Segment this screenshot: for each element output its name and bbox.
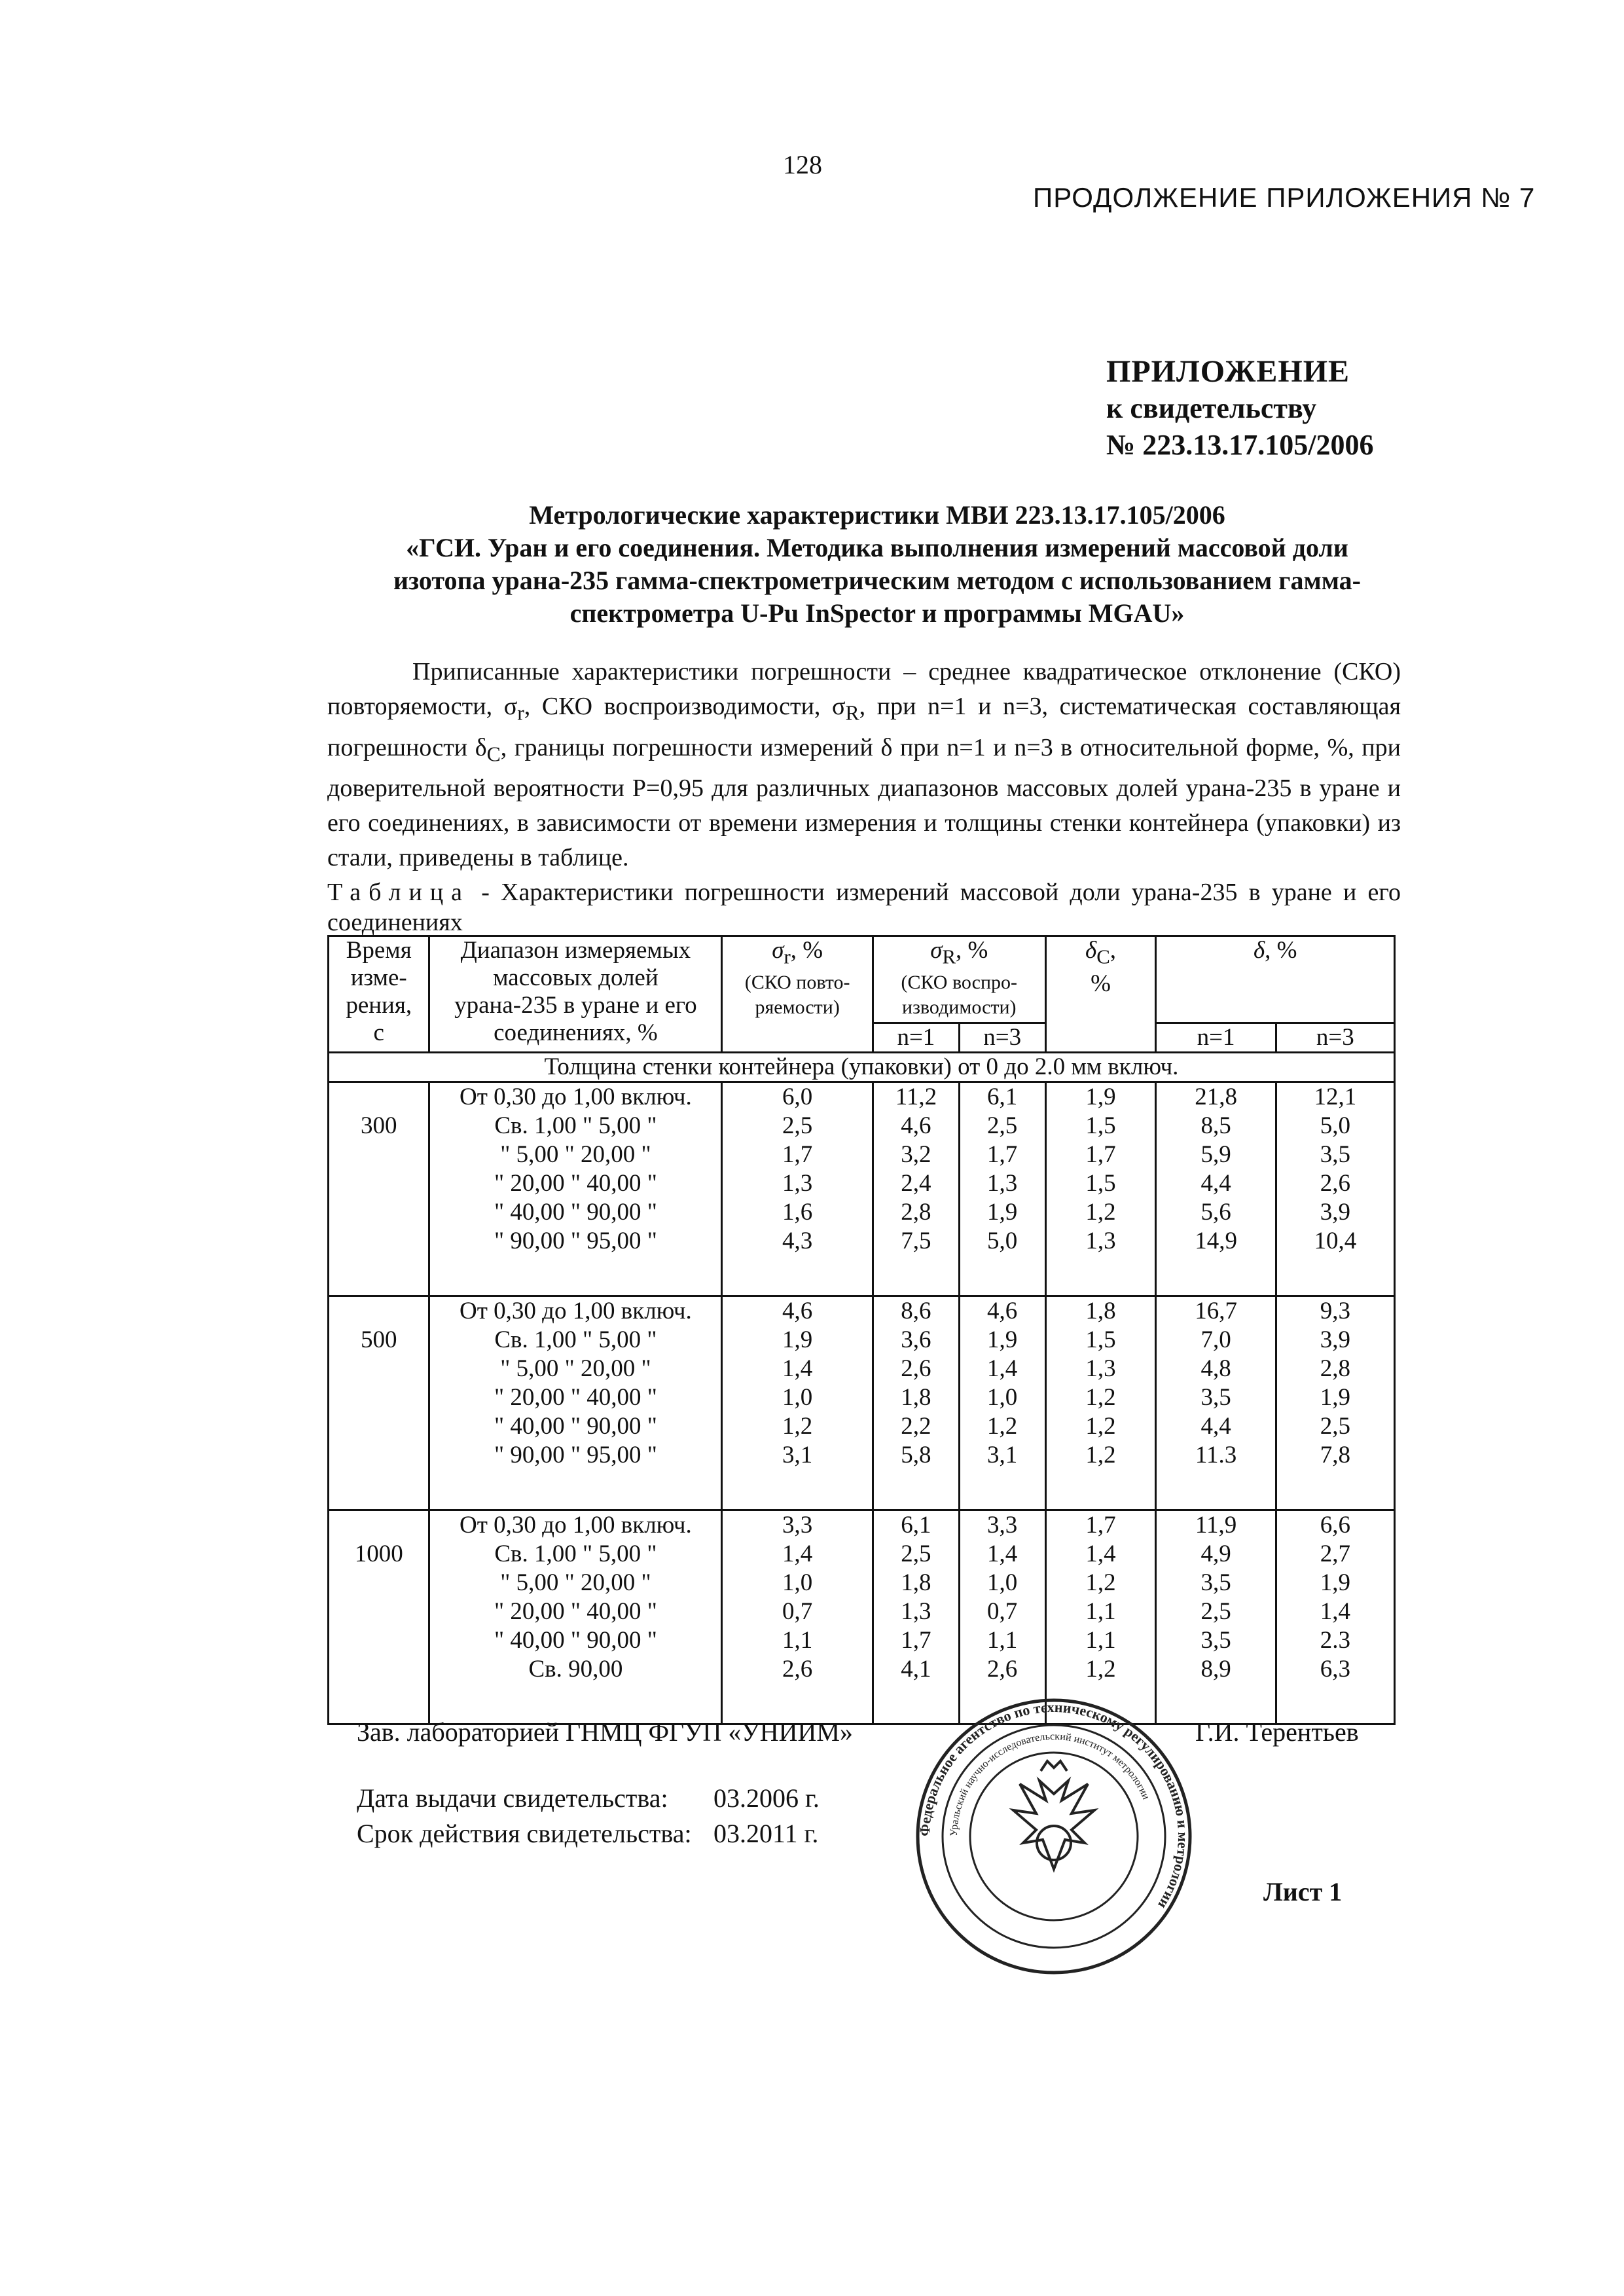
d1-cell: 11,9: [1156, 1510, 1276, 1540]
dc-cell: 1,1: [1045, 1626, 1156, 1655]
header-sigma-r: $\sigma_r$, % (СКО повто- ряемости): [722, 936, 873, 1053]
error-characteristics-table: [327, 935, 1396, 1725]
header-delta-c: $\delta_C$, %: [1045, 936, 1156, 1053]
sr-cell: [722, 1256, 873, 1296]
group-1000: [329, 1510, 1395, 1724]
d1-cell: 4,4: [1156, 1412, 1276, 1441]
range-cell: " 5,00 " 20,00 ": [429, 1569, 722, 1597]
d1-cell: 8,9: [1156, 1655, 1276, 1684]
sr-cell: 1,0: [722, 1569, 873, 1597]
time-cell: 300: [329, 1112, 429, 1140]
range-cell: [429, 1256, 722, 1296]
sr-cell: 3,3: [722, 1510, 873, 1540]
range-cell: [429, 1470, 722, 1510]
table-row: [329, 1626, 1395, 1655]
appendix-block: [1106, 354, 1373, 464]
sr-cell: 4,3: [722, 1227, 873, 1256]
d1-cell: [1156, 1256, 1276, 1296]
sR1-cell: 1,8: [873, 1383, 959, 1412]
sR1-cell: [873, 1470, 959, 1510]
d1-cell: 5,9: [1156, 1140, 1276, 1169]
range-cell: " 40,00 " 90,00 ": [429, 1626, 722, 1655]
d1-cell: 14,9: [1156, 1227, 1276, 1256]
dc-cell: 1,2: [1045, 1655, 1156, 1684]
table-caption: [327, 877, 1401, 938]
table-row: [329, 1256, 1395, 1296]
sR1-cell: 2,6: [873, 1355, 959, 1383]
time-cell: [329, 1256, 429, 1296]
time-cell: [329, 1597, 429, 1626]
range-cell: " 40,00 " 90,00 ": [429, 1412, 722, 1441]
d3-cell: 10,4: [1276, 1227, 1394, 1256]
range-cell: " 5,00 " 20,00 ": [429, 1355, 722, 1383]
d1-cell: 3,5: [1156, 1569, 1276, 1597]
sr-cell: 1,4: [722, 1540, 873, 1569]
time-cell: 1000: [329, 1540, 429, 1569]
official-seal: [913, 1696, 1195, 1977]
d1-cell: 7,0: [1156, 1326, 1276, 1355]
sR3-cell: [959, 1470, 1045, 1510]
d3-cell: 2,7: [1276, 1540, 1394, 1569]
dc-cell: 1,1: [1045, 1597, 1156, 1626]
dc-cell: 1,3: [1045, 1355, 1156, 1383]
paragraph-part-3: , при n=1 и n=3, систематическая составляющая погрешности δ: [327, 693, 1401, 761]
sr-cell: 2,6: [722, 1655, 873, 1684]
table-row: [329, 1140, 1395, 1169]
d1-cell: 16,7: [1156, 1296, 1276, 1326]
dc-cell: [1045, 1470, 1156, 1510]
sigma-R-subscript: R: [845, 701, 859, 725]
header-sigma-R: $\sigma_R$, % (СКО воспро- изводимости): [873, 936, 1045, 1023]
sR3-cell: 1,9: [959, 1326, 1045, 1355]
time-cell: [329, 1198, 429, 1227]
dc-cell: [1045, 1256, 1156, 1296]
d3-cell: 7,8: [1276, 1441, 1394, 1470]
dc-cell: 1,7: [1045, 1510, 1156, 1540]
range-cell: " 20,00 " 40,00 ": [429, 1383, 722, 1412]
table-row: [329, 1540, 1395, 1569]
d1-cell: 4,8: [1156, 1355, 1276, 1383]
dc-cell: 1,5: [1045, 1326, 1156, 1355]
range-cell: От 0,30 до 1,00 включ.: [429, 1082, 722, 1112]
sR1-cell: 2,8: [873, 1198, 959, 1227]
table-row: [329, 1597, 1395, 1626]
d3-cell: 3,5: [1276, 1140, 1394, 1169]
table-row: [329, 1569, 1395, 1597]
sR3-cell: 1,1: [959, 1626, 1045, 1655]
table-row: [329, 1470, 1395, 1510]
dc-cell: 1,5: [1045, 1169, 1156, 1198]
heading-line-3: изотопа урана-235 гамма-спектрометрическим методом с использованием гамма-: [393, 566, 1361, 595]
sR1-cell: 2,4: [873, 1169, 959, 1198]
sR3-cell: 3,3: [959, 1510, 1045, 1540]
sR1-cell: 6,1: [873, 1510, 959, 1540]
sR1-cell: 11,2: [873, 1082, 959, 1112]
issue-label: Дата выдачи свидетельства:: [357, 1783, 668, 1813]
dc-cell: 1,2: [1045, 1383, 1156, 1412]
sR3-cell: 1,0: [959, 1383, 1045, 1412]
range-cell: Св. 1,00 " 5,00 ": [429, 1112, 722, 1140]
sheet-number: Лист 1: [1263, 1877, 1343, 1906]
validity-date: 03.2011 г.: [713, 1819, 819, 1848]
d3-cell: 2,8: [1276, 1355, 1394, 1383]
sR3-cell: 1,4: [959, 1540, 1045, 1569]
d1-cell: 4,9: [1156, 1540, 1276, 1569]
delta-c-subscript: C: [486, 742, 501, 766]
appendix-subtitle: к свидетельству: [1106, 392, 1317, 424]
eagle-emblem-icon: [1013, 1761, 1094, 1869]
time-cell: [329, 1412, 429, 1441]
sR1-cell: 5,8: [873, 1441, 959, 1470]
dc-cell: 1,8: [1045, 1296, 1156, 1326]
d3-cell: 12,1: [1276, 1082, 1394, 1112]
table-caption-word: Таблица: [327, 879, 471, 906]
dc-cell: 1,3: [1045, 1227, 1156, 1256]
dc-cell: 1,2: [1045, 1198, 1156, 1227]
time-cell: 500: [329, 1326, 429, 1355]
d1-cell: 8,5: [1156, 1112, 1276, 1140]
range-cell: От 0,30 до 1,00 включ.: [429, 1510, 722, 1540]
appendix-number: № 223.13.17.105/2006: [1106, 429, 1374, 461]
table-row: [329, 1355, 1395, 1383]
range-cell: Св. 1,00 " 5,00 ": [429, 1540, 722, 1569]
sR3-cell: 1,9: [959, 1198, 1045, 1227]
sr-cell: 2,5: [722, 1112, 873, 1140]
sR1-cell: [873, 1256, 959, 1296]
sr-cell: 1,2: [722, 1412, 873, 1441]
sR1-cell: 4,6: [873, 1112, 959, 1140]
sr-cell: 0,7: [722, 1597, 873, 1626]
d3-cell: [1276, 1256, 1394, 1296]
sR1-cell: 8,6: [873, 1296, 959, 1326]
table-row: [329, 1326, 1395, 1355]
d3-cell: 1,9: [1276, 1383, 1394, 1412]
table-row: [329, 1441, 1395, 1470]
d3-cell: 2.3: [1276, 1626, 1394, 1655]
section-title: Толщина стенки контейнера (упаковки) от 0 до 2.0 мм включ.: [329, 1053, 1395, 1082]
sR1-cell: 2,5: [873, 1540, 959, 1569]
heading-line-2: «ГСИ. Уран и его соединения. Методика выполнения измерений массовой доли: [406, 533, 1348, 562]
sR3-cell: 0,7: [959, 1597, 1045, 1626]
table-row: [329, 1510, 1395, 1540]
header-delta: δ, %: [1156, 936, 1395, 1023]
d3-cell: 6,3: [1276, 1655, 1394, 1684]
range-cell: " 5,00 " 20,00 ": [429, 1140, 722, 1169]
sR1-cell: 7,5: [873, 1227, 959, 1256]
d3-cell: 3,9: [1276, 1198, 1394, 1227]
sr-cell: 1,0: [722, 1383, 873, 1412]
head-of-lab: Зав. лабораторией ГНМЦ ФГУП «УНИИМ»: [357, 1717, 853, 1747]
paragraph-part-2: , СКО воспроизводимости, σ: [524, 693, 846, 720]
sr-cell: 1,4: [722, 1355, 873, 1383]
continuation-header: ПРОДОЛЖЕНИЕ ПРИЛОЖЕНИЯ № 7: [1033, 182, 1536, 213]
sR1-cell: 1,8: [873, 1569, 959, 1597]
d1-cell: [1156, 1470, 1276, 1510]
d3-cell: 2,6: [1276, 1169, 1394, 1198]
time-cell: [329, 1082, 429, 1112]
table-row: [329, 1112, 1395, 1140]
sr-cell: 1,1: [722, 1626, 873, 1655]
time-cell: [329, 1355, 429, 1383]
table-row: [329, 1198, 1395, 1227]
sR3-cell: 5,0: [959, 1227, 1045, 1256]
seal-inner-text: Уральский научно-исследовательский институт метрологии: [948, 1730, 1152, 1837]
dc-cell: 1,2: [1045, 1412, 1156, 1441]
range-cell: " 20,00 " 40,00 ": [429, 1597, 722, 1626]
time-cell: [329, 1227, 429, 1256]
table-row: [329, 1412, 1395, 1441]
d1-cell: 2,5: [1156, 1597, 1276, 1626]
dc-cell: 1,4: [1045, 1540, 1156, 1569]
sR3-cell: 6,1: [959, 1082, 1045, 1112]
sR3-cell: 2,6: [959, 1655, 1045, 1684]
sR3-cell: 3,1: [959, 1441, 1045, 1470]
table-row: [329, 1082, 1395, 1112]
description-paragraph: [327, 655, 1401, 875]
d3-cell: 1,4: [1276, 1597, 1394, 1626]
d3-cell: 6,6: [1276, 1510, 1394, 1540]
d1-cell: 3,5: [1156, 1626, 1276, 1655]
dc-cell: 1,7: [1045, 1140, 1156, 1169]
range-cell: " 90,00 " 95,00 ": [429, 1227, 722, 1256]
validity-label: Срок действия свидетельства:: [357, 1819, 692, 1848]
paragraph-part-1: Приписанные характеристики погрешности – среднее квадратическое отклонение (СКО) повторяемости, σ: [327, 658, 1401, 720]
sr-cell: 1,3: [722, 1169, 873, 1198]
d1-cell: 11.3: [1156, 1441, 1276, 1470]
sR3-cell: 1,4: [959, 1355, 1045, 1383]
sR3-cell: 1,3: [959, 1169, 1045, 1198]
header-sR-n3: n=3: [959, 1023, 1045, 1053]
sR1-cell: 4,1: [873, 1655, 959, 1684]
dc-cell: 1,9: [1045, 1082, 1156, 1112]
table-row: [329, 1227, 1395, 1256]
dc-cell: 1,5: [1045, 1112, 1156, 1140]
range-cell: От 0,30 до 1,00 включ.: [429, 1296, 722, 1326]
range-cell: Св. 1,00 " 5,00 ": [429, 1326, 722, 1355]
d3-cell: 9,3: [1276, 1296, 1394, 1326]
d3-cell: 5,0: [1276, 1112, 1394, 1140]
sr-cell: 1,7: [722, 1140, 873, 1169]
sR3-cell: [959, 1256, 1045, 1296]
sigma-r-subscript: r: [517, 701, 524, 725]
time-cell: [329, 1569, 429, 1597]
sR3-cell: 4,6: [959, 1296, 1045, 1326]
heading-line-1: Метрологические характеристики МВИ 223.13.17.105/2006: [529, 500, 1225, 530]
sr-cell: [722, 1470, 873, 1510]
issue-date: 03.2006 г.: [713, 1783, 820, 1813]
header-d-n3: n=3: [1276, 1023, 1394, 1053]
table-row: [329, 1296, 1395, 1326]
sr-cell: 4,6: [722, 1296, 873, 1326]
sr-cell: 6,0: [722, 1082, 873, 1112]
d1-cell: 5,6: [1156, 1198, 1276, 1227]
range-cell: " 90,00 " 95,00 ": [429, 1441, 722, 1470]
sR1-cell: 1,3: [873, 1597, 959, 1626]
d3-cell: [1276, 1470, 1394, 1510]
d3-cell: 2,5: [1276, 1412, 1394, 1441]
dc-cell: 1,2: [1045, 1441, 1156, 1470]
header-sR-n1: n=1: [873, 1023, 959, 1053]
d1-cell: 3,5: [1156, 1383, 1276, 1412]
time-cell: [329, 1383, 429, 1412]
sR3-cell: 1,0: [959, 1569, 1045, 1597]
table-row: [329, 1383, 1395, 1412]
sR1-cell: 1,7: [873, 1626, 959, 1655]
table-row: [329, 1655, 1395, 1684]
heading-line-4: спектрометра U-Pu InSpector и программы MGAU»: [569, 598, 1185, 628]
range-cell: " 20,00 " 40,00 ": [429, 1169, 722, 1198]
sR1-cell: 3,2: [873, 1140, 959, 1169]
range-cell: " 40,00 " 90,00 ": [429, 1198, 722, 1227]
time-cell: [329, 1169, 429, 1198]
sR1-cell: 3,6: [873, 1326, 959, 1355]
seal-outer-text: Федеральное агентство по техническому регулированию и метрологии: [916, 1698, 1192, 1912]
page-number: 128: [783, 150, 822, 179]
sR3-cell: 2,5: [959, 1112, 1045, 1140]
dates-block: [357, 1781, 820, 1851]
d1-cell: 4,4: [1156, 1169, 1276, 1198]
header-d-n1: n=1: [1156, 1023, 1276, 1053]
sr-cell: 1,9: [722, 1326, 873, 1355]
time-cell: [329, 1140, 429, 1169]
paragraph-part-4: , границы погрешности измерений δ при n=1 и n=3 в относительной форме, %, при доверительной вероятности P=0,95 для различных диапазонов массовых долей урана-235 в уране и его соединениях, в зависимости от времени измерения и толщины стенки контейнера (упаковки) из стали, приведены в таблице.: [327, 733, 1401, 872]
d1-cell: 21,8: [1156, 1082, 1276, 1112]
group-500: [329, 1296, 1395, 1510]
sR3-cell: 1,2: [959, 1412, 1045, 1441]
document-heading: [353, 499, 1401, 630]
sR1-cell: 2,2: [873, 1412, 959, 1441]
dc-cell: 1,2: [1045, 1569, 1156, 1597]
time-cell: [329, 1296, 429, 1326]
header-time: Время изме- рения, с: [329, 936, 429, 1053]
d3-cell: 1,9: [1276, 1569, 1394, 1597]
sr-cell: 1,6: [722, 1198, 873, 1227]
appendix-title: ПРИЛОЖЕНИЕ: [1106, 354, 1350, 389]
sR3-cell: 1,7: [959, 1140, 1045, 1169]
header-range: Диапазон измеряемых массовых долей урана-235 в уране и его соединениях, %: [429, 936, 722, 1053]
group-300: [329, 1082, 1395, 1296]
d3-cell: 3,9: [1276, 1326, 1394, 1355]
time-cell: [329, 1655, 429, 1684]
time-cell: [329, 1470, 429, 1510]
time-cell: [329, 1510, 429, 1540]
table-caption-text: - Характеристики погрешности измерений массовой доли урана-235 в уране и его соединениях: [327, 879, 1401, 936]
time-cell: [329, 1441, 429, 1470]
sr-cell: 3,1: [722, 1441, 873, 1470]
range-cell: Св. 90,00: [429, 1655, 722, 1684]
signer-name: Г.И. Терентьев: [1195, 1717, 1359, 1747]
time-cell: [329, 1626, 429, 1655]
table-row: [329, 1169, 1395, 1198]
